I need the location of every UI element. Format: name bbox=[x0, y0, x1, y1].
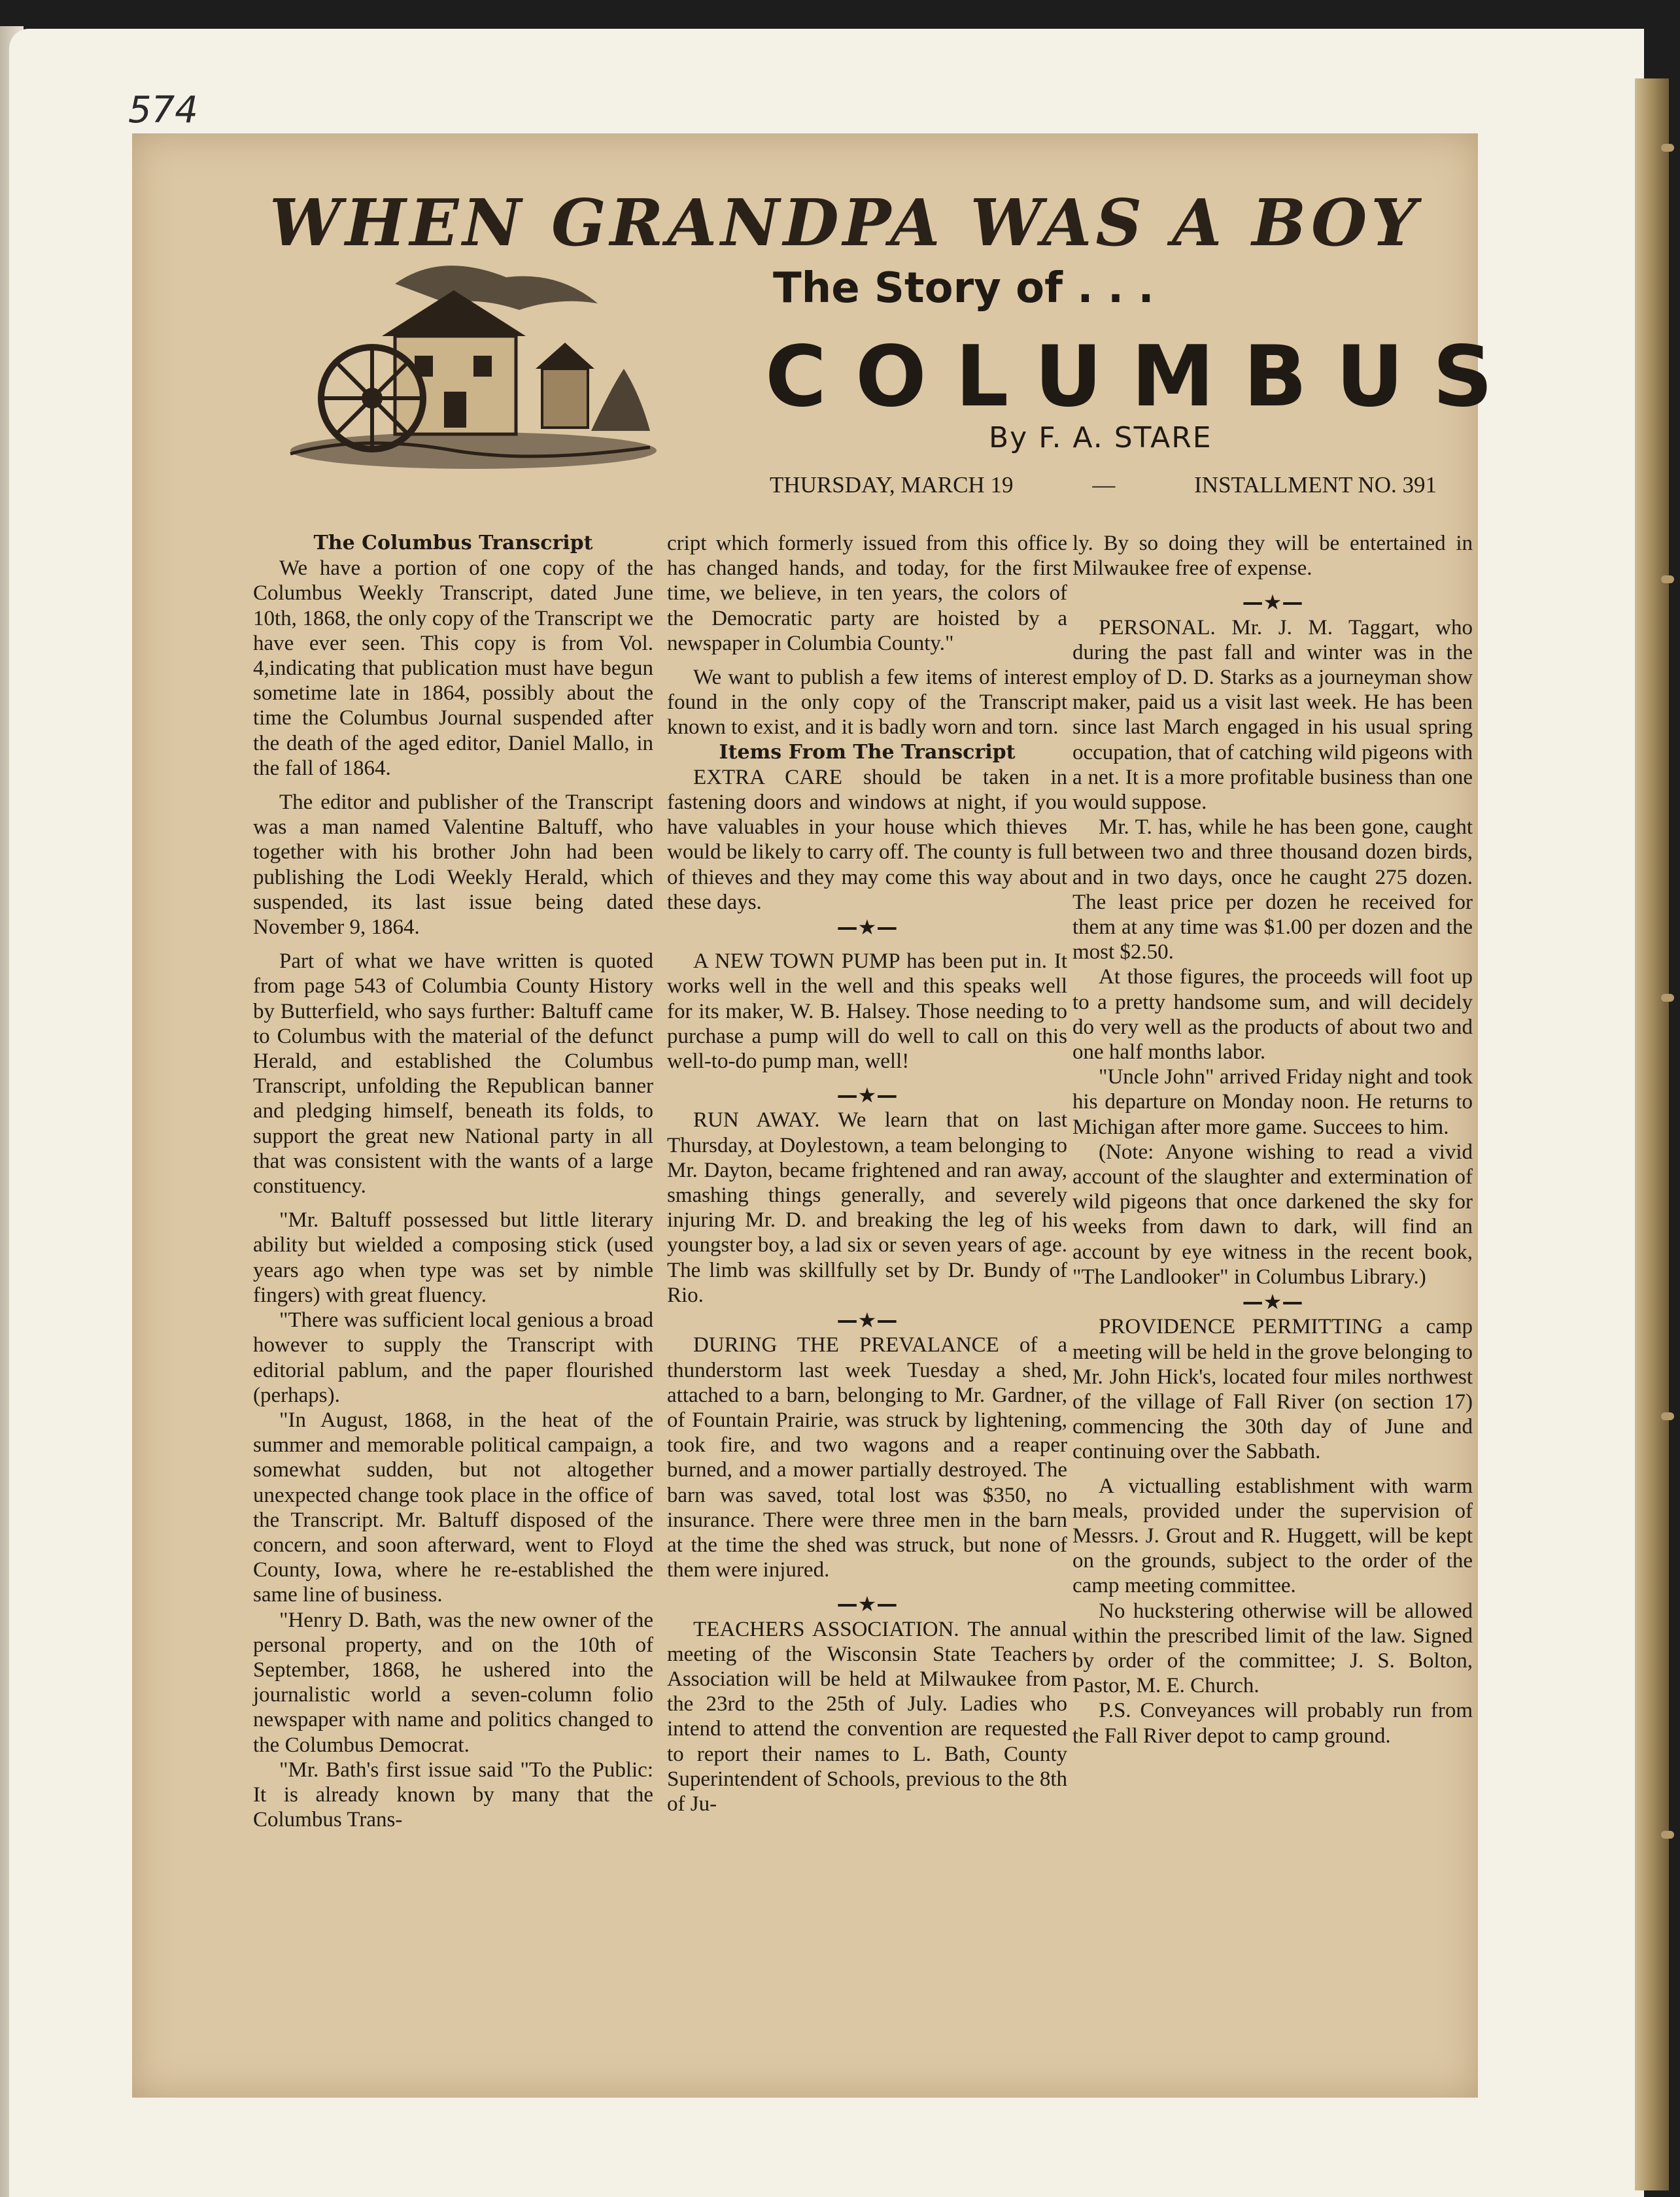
paragraph: cript which formerly issued from this office has changed hands, and today, for the first time, we believe, in ten years, the colors of the Democratic party are hoisted by a newspaper in Columbia County." bbox=[667, 532, 1067, 655]
page-stack-edge bbox=[1635, 78, 1669, 2190]
paragraph: A victualling establishment with warm meals, provided under the supervision of Messrs. J. Grout and R. Huggett, will be kept on the grounds, subject to the order of the camp meeting committee. bbox=[1072, 1474, 1473, 1598]
paragraph: PERSONAL. Mr. J. M. Taggart, who during the past fall and winter was in the employ of D. D. Starks as a journeyman show maker, paid us a visit last week. He has been since last March engaged in his usual spring occupation, that of catching wild pigeons with a net. It is a more profitable business than one would suppose. bbox=[1072, 615, 1473, 815]
star-divider-icon: —★— bbox=[836, 915, 898, 940]
columbus-title: COLUMBUS bbox=[765, 328, 1522, 426]
paragraph: "In August, 1868, in the heat of the summer and memorable political campaign, a somewhat sudden, but not altogether unexpected change took place in the office of the Transcript. Mr. Baltuff disposed of the concern, and soon afterward, went to Floyd County, Iowa, where he re-established the same line of business. bbox=[253, 1408, 653, 1607]
binding-ring bbox=[1661, 144, 1674, 152]
section-heading: Items From The Transcript bbox=[719, 740, 1016, 764]
article-column-3 bbox=[1072, 531, 1473, 1748]
dateline-separator: — bbox=[1092, 472, 1116, 498]
paragraph: "Mr. Bath's first issue said "To the Public: It is already known by many that the Columbus Trans- bbox=[253, 1758, 653, 1832]
binding-ring bbox=[1661, 575, 1674, 583]
section-heading: The Columbus Transcript bbox=[313, 532, 593, 554]
binding-ring bbox=[1661, 994, 1674, 1002]
article-column-1 bbox=[253, 531, 653, 1832]
paragraph: "Henry D. Bath, was the new owner of the personal property, and on the 10th of September, 1868, he ushered into the journalistic world a seven-column folio newspaper with name and politics changed to the Columbus Democrat. bbox=[253, 1608, 653, 1757]
banner-title: WHEN GRANDPA WAS A BOY bbox=[269, 186, 1421, 261]
paragraph: EXTRA CARE should be taken in fastening doors and windows at night, if you have valuables in your house which thieves would be likely to carry off. The county is full of thieves and they may come this way about these days. bbox=[667, 765, 1067, 914]
paragraph: No huckstering otherwise will be allowed within the prescribed limit of the law. Signed by order of the committee; J. S. Bolton, Pastor, M. E. Church. bbox=[1072, 1599, 1473, 1698]
paragraph: Mr. T. has, while he has been gone, caught between two and three thousand dozen birds, and in two days, once he caught 275 dozen. The least price per dozen he received for them at any time was $1.00 per dozen and the most $2.50. bbox=[1072, 815, 1473, 964]
date: THURSDAY, MARCH 19 bbox=[770, 472, 1014, 498]
binding-ring bbox=[1661, 1831, 1674, 1839]
paragraph: TEACHERS ASSOCIATION. The annual meeting of the Wisconsin State Teachers Association will be held at Milwaukee from the 23rd to the 25th of July. Ladies who intend to attend the convention are requested to report their names to L. Bath, County Superintendent of Schools, previous to the 8th of Ju- bbox=[667, 1617, 1067, 1816]
paragraph: ly. By so doing they will be entertained in Milwaukee free of expense. bbox=[1072, 532, 1473, 581]
newspaper-clipping bbox=[132, 133, 1522, 2098]
paragraph: The editor and publisher of the Transcript was a man named Valentine Baltuff, who together with his brother John had been publishing the Lodi Weekly Herald, which suspended, its last issue being dated November 9, 1864. bbox=[253, 791, 653, 940]
binding-ring bbox=[1661, 1412, 1674, 1420]
paragraph: P.S. Conveyances will probably run from the Fall River depot to camp ground. bbox=[1072, 1699, 1473, 1748]
paragraph: (Note: Anyone wishing to read a vivid account of the slaughter and extermination of wild pigeons that once darkened the sky for weeks from dawn to dark, will find an account by eye witness in the recent book, "The Landlooker" in Columbus Library.) bbox=[1072, 1140, 1473, 1289]
byline: By F. A. STARE bbox=[989, 421, 1212, 454]
star-divider-icon: —★— bbox=[836, 1083, 898, 1108]
story-of-heading: The Story of . . . bbox=[773, 264, 1154, 313]
paragraph: We want to publish a few items of interest found in the only copy of the Transcript known to exist, and it is badly worn and torn. bbox=[667, 666, 1067, 740]
dateline bbox=[770, 472, 1437, 498]
paragraph: "There was sufficient local genious a broad however to supply the Transcript with editorial pablum, and the paper flourished (perhaps). bbox=[253, 1308, 653, 1407]
paragraph: At those figures, the proceeds will foot up to a pretty handsome sum, and will decidely do very well as the products of about two and one half months labor. bbox=[1072, 965, 1473, 1064]
mill-illustration-icon bbox=[284, 258, 657, 473]
installment-number: INSTALLMENT NO. 391 bbox=[1194, 472, 1437, 498]
page-number: 574 bbox=[128, 89, 198, 131]
paragraph: A NEW TOWN PUMP has been put in. It works well in the well and this speaks well for its maker, W. B. Halsey. Those needing to purchase a pump will do well to call on this well-to-do pump man, well! bbox=[667, 949, 1067, 1074]
article-column-2 bbox=[667, 531, 1067, 1816]
paragraph: PROVIDENCE PERMITTING a camp meeting will be held in the grove belonging to Mr. John Hick's, located four miles northwest of the village of Fall River (on section 17) commencing the 30th day of June and continuing over the Sabbath. bbox=[1072, 1315, 1473, 1464]
star-divider-icon: —★— bbox=[1242, 590, 1303, 615]
paragraph: "Mr. Baltuff possessed but little literary ability but wielded a composing stick (used years ago when type was set by nimble fingers) with great fluency. bbox=[253, 1208, 653, 1307]
star-divider-icon: —★— bbox=[1242, 1289, 1303, 1315]
paragraph: We have a portion of one copy of the Columbus Weekly Transcript, dated June 10th, 1868, the only copy of the Transcript we have ever seen. This copy is from Vol. 4,indicating that publication must have begun sometime late in 1864, possibly about the time the Columbus Journal suspended after the death of the aged editor, Daniel Mallo, in the fall of 1864. bbox=[253, 556, 653, 780]
star-divider-icon: —★— bbox=[836, 1592, 898, 1617]
star-divider-icon: —★— bbox=[836, 1308, 898, 1333]
paragraph: DURING THE PREVALANCE of a thunderstorm last week Tuesday a shed, attached to a barn, belonging to Mr. Gardner, of Fountain Prairie, was struck by lightening, took fire, and two wagons and a reaper burned, and a mower partially destroyed. The barn was saved, total lost was $350, no insurance. There were three men in the barn at the time the shed was struck, but none of them were injured. bbox=[667, 1333, 1067, 1582]
paragraph: RUN AWAY. We learn that on last Thursday, at Doylestown, a team belonging to Mr. Dayton, became frightened and ran away, smashing things generally, and severely injuring Mr. D. and breaking the leg of his youngster boy, a lad six or seven years of age. The limb was skillfully set by Dr. Bundy of Rio. bbox=[667, 1108, 1067, 1307]
paragraph: "Uncle John" arrived Friday night and took his departure on Monday noon. He returns to Michigan after more game. Succees to him. bbox=[1072, 1065, 1473, 1139]
paragraph: Part of what we have written is quoted from page 543 of Columbia County History by Butterfield, who says further: Baltuff came to Columbus with the material of the defunct Herald, and established the Columbus Transcript, unfolding the Republican banner and pledging himself, beneath its folds, to support the great new National party in all that was consistent with the wants of a large constituency. bbox=[253, 949, 653, 1199]
